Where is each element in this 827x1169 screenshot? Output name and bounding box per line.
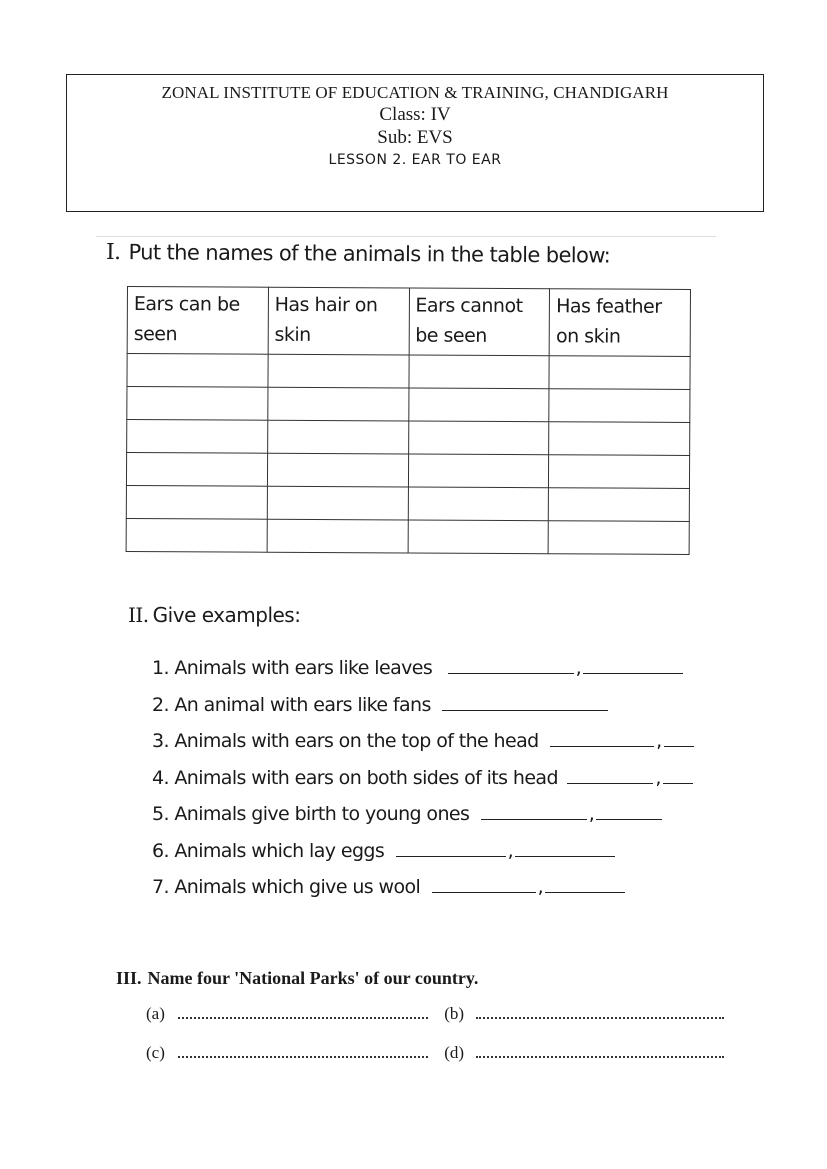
answer-blank[interactable] bbox=[567, 765, 653, 784]
question-text: 3. Animals with ears on the top of the head bbox=[152, 730, 539, 752]
answer-blank[interactable] bbox=[663, 765, 693, 784]
table-row bbox=[126, 485, 689, 521]
answer-blank[interactable] bbox=[396, 838, 506, 857]
table-cell[interactable] bbox=[548, 521, 689, 555]
table-cell[interactable] bbox=[408, 421, 549, 455]
list-item bbox=[152, 727, 694, 764]
table-cell[interactable] bbox=[267, 519, 408, 553]
comma: , bbox=[575, 657, 582, 679]
class-label: Class: IV bbox=[379, 104, 451, 125]
section1-title: Put the names of the animals in the table below: bbox=[128, 240, 611, 268]
table-cell[interactable] bbox=[126, 518, 267, 552]
comma: , bbox=[507, 839, 514, 862]
table-cell[interactable] bbox=[549, 356, 690, 390]
table-cell[interactable] bbox=[408, 355, 549, 389]
answer-blank[interactable] bbox=[545, 874, 625, 893]
parks-row-1 bbox=[146, 1004, 724, 1024]
table-cell[interactable] bbox=[268, 387, 409, 421]
option-label: (c) bbox=[146, 1043, 165, 1062]
animals-table bbox=[126, 286, 691, 555]
list-item bbox=[152, 873, 694, 910]
section2-numeral: II. bbox=[128, 603, 149, 627]
question-text: 4. Animals with ears on both sides of its head bbox=[152, 766, 558, 789]
parks-row-2 bbox=[146, 1043, 724, 1063]
answer-blank[interactable] bbox=[442, 692, 608, 711]
table-cell[interactable] bbox=[267, 453, 408, 487]
table-cell[interactable] bbox=[268, 354, 409, 388]
question-text: 1. Animals with ears like leaves bbox=[152, 657, 433, 679]
section3-heading bbox=[116, 968, 478, 989]
comma: , bbox=[655, 766, 661, 789]
table-cell[interactable] bbox=[267, 420, 408, 454]
subject-label: Sub: EVS bbox=[377, 127, 453, 148]
answer-dotted-line[interactable] bbox=[476, 1044, 724, 1058]
comma: , bbox=[656, 730, 662, 752]
comma: , bbox=[588, 803, 595, 825]
table-cell[interactable] bbox=[549, 389, 690, 423]
question-text: 6. Animals which lay eggs bbox=[152, 839, 385, 862]
answer-dotted-line[interactable] bbox=[476, 1005, 724, 1019]
answer-blank[interactable] bbox=[550, 728, 654, 747]
column-header: Ears can be seen bbox=[127, 287, 268, 355]
table-cell[interactable] bbox=[408, 388, 549, 422]
table-cell[interactable] bbox=[127, 354, 268, 388]
answer-blank[interactable] bbox=[664, 728, 694, 747]
column-header: Has feather on skin bbox=[549, 289, 690, 357]
section3-title: Name four 'National Parks' of our country. bbox=[147, 968, 479, 988]
table-cell[interactable] bbox=[126, 485, 267, 519]
question-text: 5. Animals give birth to young ones bbox=[152, 803, 470, 825]
section2-heading bbox=[128, 603, 300, 627]
scan-line bbox=[96, 236, 716, 237]
question-text: 7. Animals which give us wool bbox=[152, 876, 421, 898]
lesson-title: LESSON 2. EAR TO EAR bbox=[328, 152, 502, 168]
table-header-row bbox=[127, 287, 690, 357]
list-item bbox=[152, 691, 694, 728]
answer-blank[interactable] bbox=[481, 801, 587, 820]
table-row bbox=[126, 518, 689, 554]
table-cell[interactable] bbox=[549, 422, 690, 456]
table-row bbox=[127, 387, 690, 423]
answer-blank[interactable] bbox=[583, 655, 683, 674]
table-cell[interactable] bbox=[127, 387, 268, 421]
examples-list bbox=[152, 654, 694, 910]
answer-blank[interactable] bbox=[448, 655, 574, 674]
institute-name: ZONAL INSTITUTE OF EDUCATION & TRAINING, CHANDIGARH bbox=[161, 83, 669, 102]
answer-dotted-line[interactable] bbox=[178, 1005, 428, 1019]
question-text: 2. An animal with ears like fans bbox=[152, 693, 431, 716]
section2-title: Give examples: bbox=[152, 603, 301, 627]
table-row bbox=[126, 453, 689, 489]
comma: , bbox=[537, 876, 544, 898]
list-item bbox=[152, 837, 694, 874]
section1-heading bbox=[106, 240, 610, 269]
list-item bbox=[152, 800, 694, 837]
column-header: Has hair on skin bbox=[268, 287, 409, 355]
table-cell[interactable] bbox=[267, 486, 408, 520]
option-label: (d) bbox=[444, 1043, 465, 1062]
list-item bbox=[152, 654, 694, 691]
table-cell[interactable] bbox=[408, 487, 549, 521]
answer-blank[interactable] bbox=[432, 874, 536, 893]
table-cell[interactable] bbox=[549, 488, 690, 522]
table-cell[interactable] bbox=[408, 454, 549, 488]
option-label: (b) bbox=[444, 1004, 465, 1023]
table-cell[interactable] bbox=[408, 520, 549, 554]
header-box bbox=[66, 74, 764, 212]
list-item bbox=[152, 764, 694, 801]
answer-blank[interactable] bbox=[596, 801, 662, 820]
table-cell[interactable] bbox=[549, 455, 690, 489]
option-label: (a) bbox=[146, 1004, 165, 1023]
section3-numeral: III. bbox=[116, 968, 142, 988]
section1-numeral: I. bbox=[105, 240, 121, 266]
column-header: Ears cannot be seen bbox=[409, 288, 550, 356]
table-row bbox=[127, 420, 690, 456]
answer-blank[interactable] bbox=[515, 838, 615, 857]
table-cell[interactable] bbox=[126, 453, 267, 487]
table-cell[interactable] bbox=[127, 420, 268, 454]
table-row bbox=[127, 354, 690, 390]
answer-dotted-line[interactable] bbox=[178, 1044, 428, 1058]
